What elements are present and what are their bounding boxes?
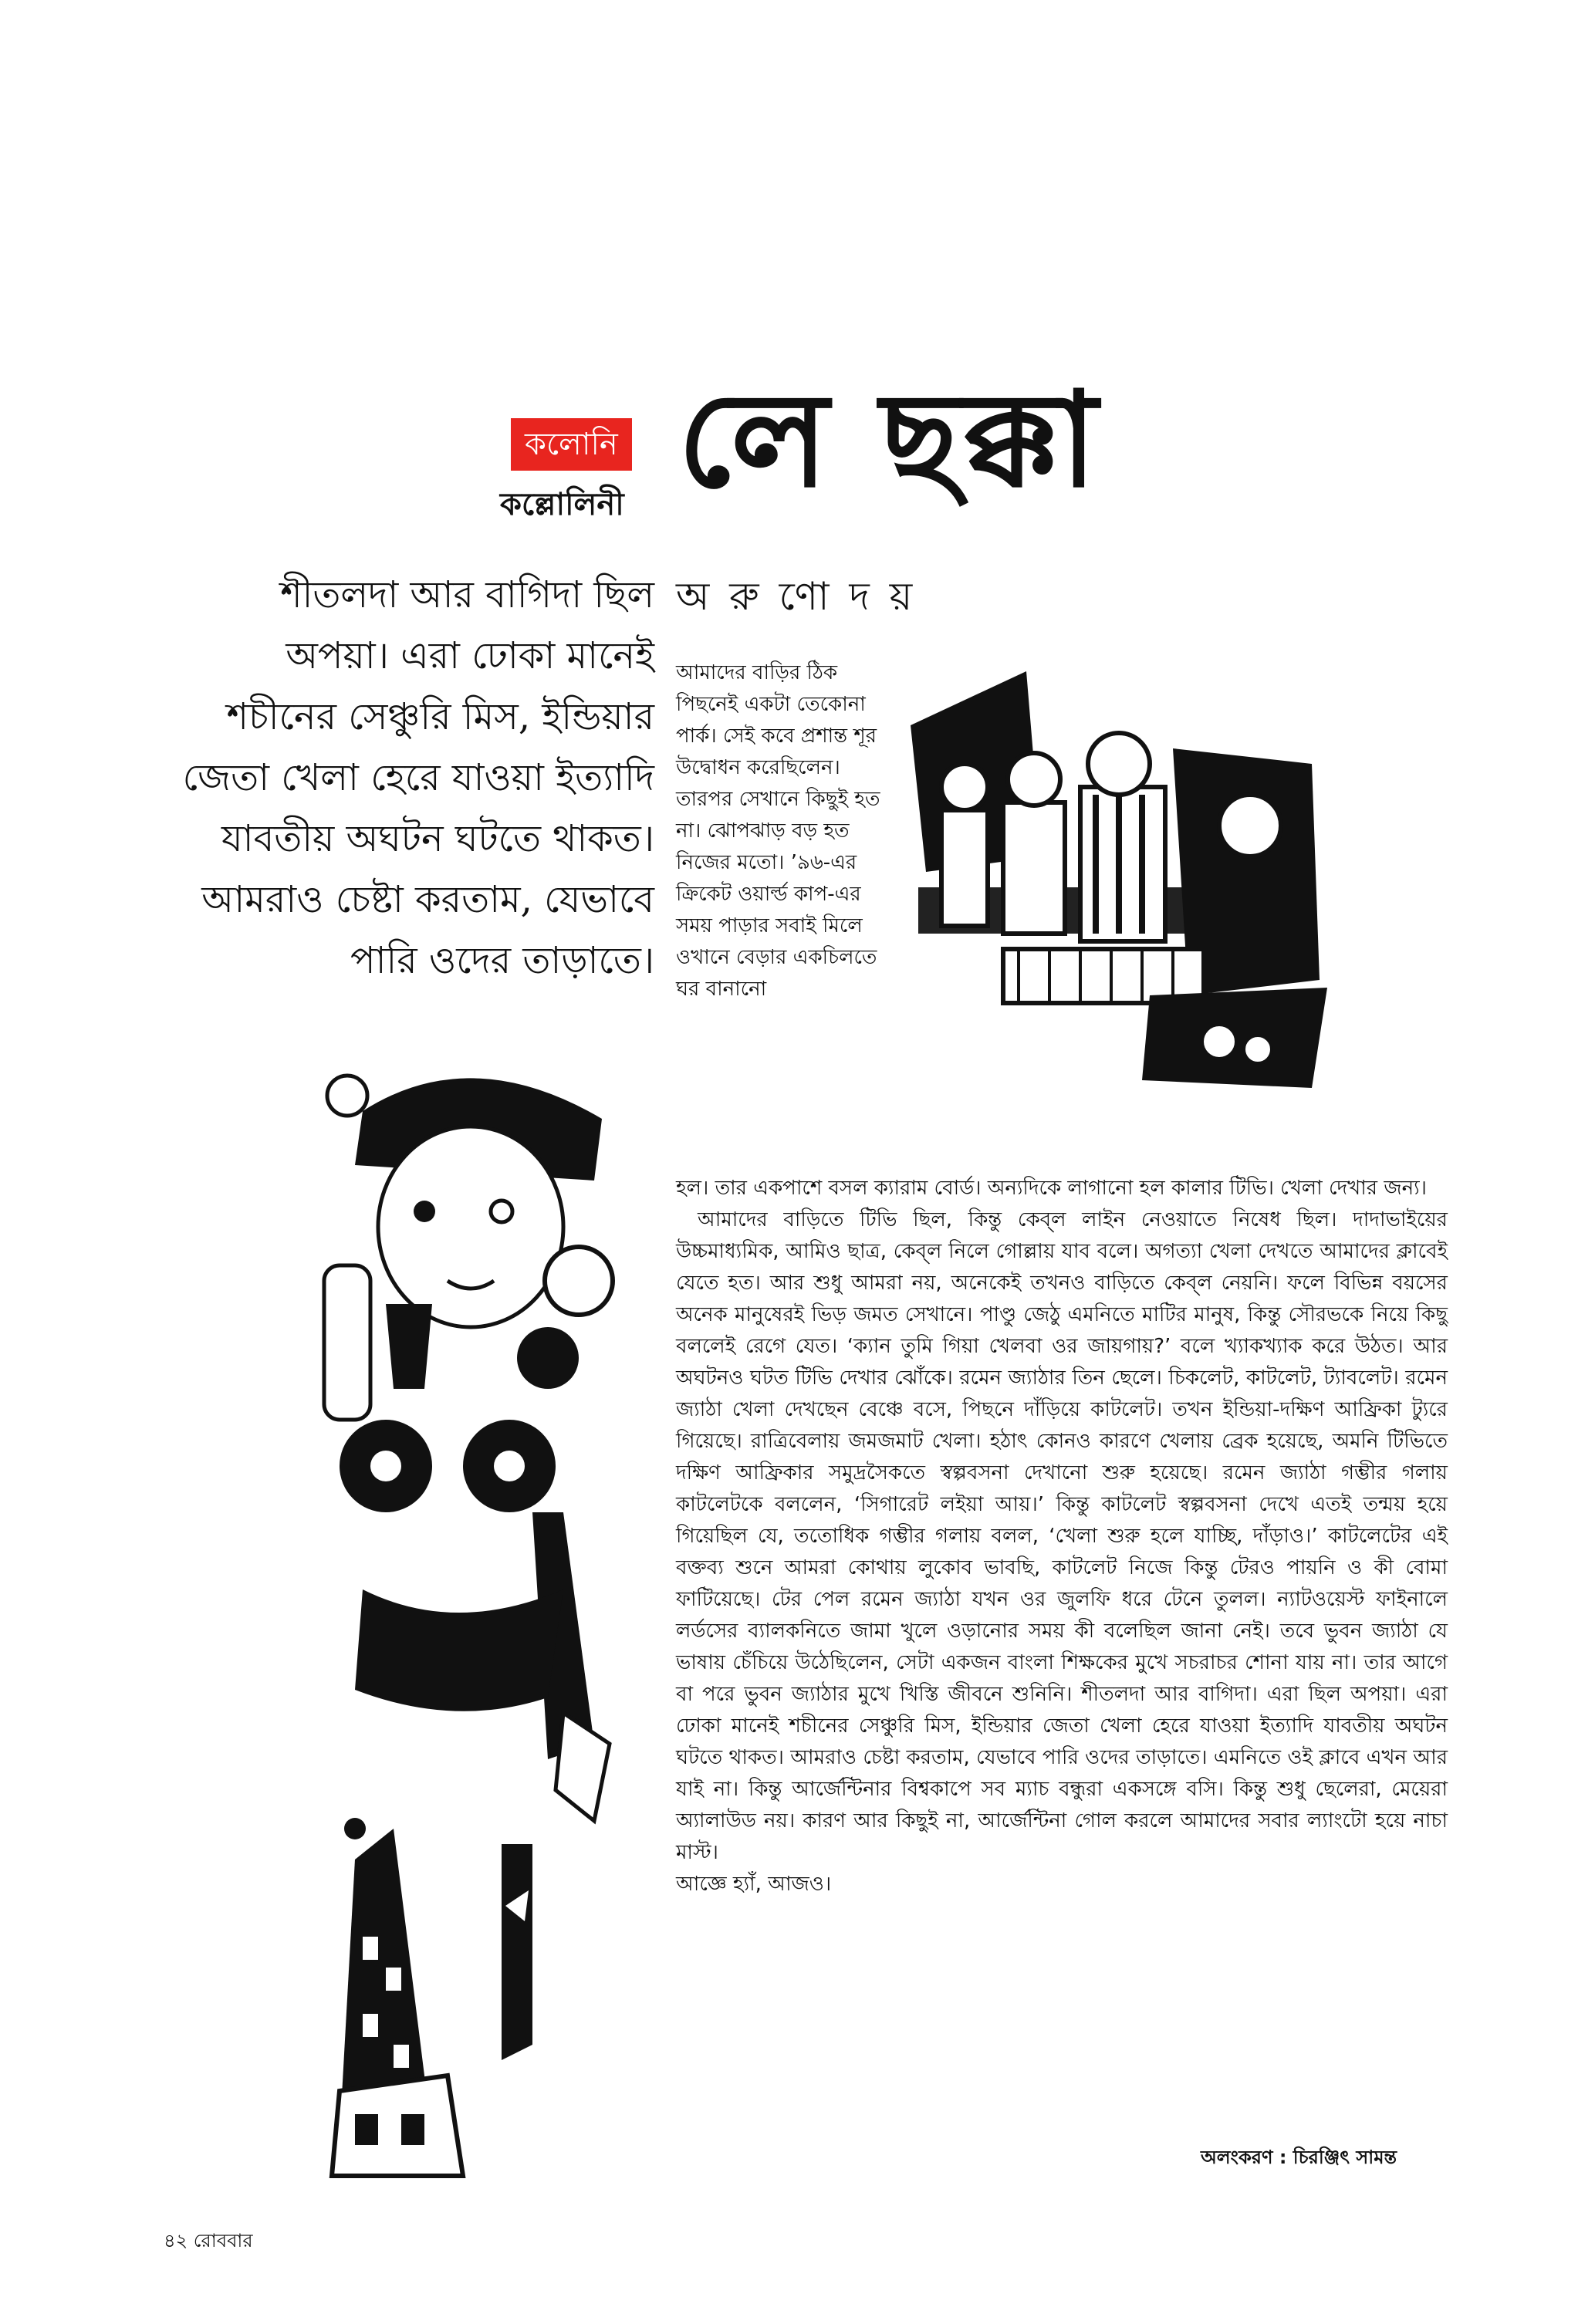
- pull-quote: শীতলদা আর বাগিদা ছিল অপয়া। এরা ঢোকা মানেই শচীনের সেঞ্চুরি মিস, ইন্ডিয়ার জেতা খেলা হেরে যাওয়া ইত্যাদি যাবতীয় অঘটন ঘটতে থাকত। আমরাও চেষ্টা করতাম, যেভাবে পারি ওদের তাড়াতে।: [182, 573, 654, 982]
- article-title: লে ছক্কা: [678, 364, 1101, 517]
- cricket-viewers-illustration: [895, 656, 1327, 1088]
- city-buildings-illustration: [309, 1813, 540, 2184]
- page-folio: ৪২ রোববার: [164, 2230, 253, 2251]
- body-paragraph-1: হল। তার একপাশে বসল ক্যারাম বোর্ড। অন্যদিকে লাগানো হল কালার টিভি। খেলা দেখার জন্য।: [676, 1177, 1427, 1200]
- author-byline: অরুণোদয়: [676, 574, 933, 619]
- beach-woman-illustration: [270, 1049, 656, 1836]
- illustration-credit: অলংকরণ : চিরঞ্জিৎ সামন্ত: [1201, 2147, 1397, 2168]
- article-body: [676, 1173, 1448, 1900]
- intro-text: আমাদের বাড়ির ঠিক পিছনেই একটা তেকোনা পার্ক। সেই কবে প্রশান্ত শূর উদ্বোধন করেছিলেন। তারপর সেখানে কিছুই হত না। ঝোপঝাড় বড় হত নিজের মতো। ’৯৬-এর ক্রিকেট ওয়ার্ল্ড কাপ-এর সময় পাড়ার সবাই মিলে ওখানে বেড়ার একচিলতে ঘর বানানো: [676, 661, 880, 1001]
- section-tag: কলোনি: [511, 418, 632, 471]
- body-paragraph-2: আমাদের বাড়িতে টিভি ছিল, কিন্তু কেব্‌ল লাইন নেওয়াতে নিষেধ ছিল। দাদাভাইয়ের উচ্চমাধ্যমিক, আমিও ছাত্র, কেব্‌ল নিলে গোল্লায় যাব বলে। অগত্যা খেলা দেখতে আমাদের ক্লাবেই যেতে হত। আর শুধু আমরা নয়, অনেকেই তখনও বাড়িতে কেব্‌ল নেয়নি। ফলে বিভিন্ন বয়সের অনেক মানুষেরই ভিড় জমত সেখানে। পাণ্ডু জেঠু এমনিতে মাটির মানুষ, কিন্তু সৌরভকে নিয়ে কিছু বললেই রেগে যেত। ‘ক্যান তুমি গিয়া খেলবা ওর জায়গায়?’ বলে খ্যাকখ্যাক করে উঠত। আর অঘটনও ঘটত টিভি দেখার ঝোঁকে। রমেন জ্যাঠার তিন ছেলে। চিকলেট, কাটলেট, ট্যাবলেট। রমেন জ্যাঠা খেলা দেখছেন বেঞ্চে বসে, পিছনে দাঁড়িয়ে কাটলেট। তখন ইন্ডিয়া-দক্ষিণ আফ্রিকা ট্যুরে গিয়েছে। রাত্রিবেলায় জমজমাট খেলা। হঠাৎ কোনও কারণে খেলায় ব্রেক হয়েছে, অমনি টিভিতে দক্ষিণ আফ্রিকার সমুদ্রসৈকতে স্বল্পবসনা দেখানো শুরু হয়েছে। রমেন জ্যাঠা গম্ভীর গলায় কাটলেটকে বললেন, ‘সিগারেট লইয়া আয়।’ কিন্তু কাটলেট স্বল্পবসনা দেখে এতই তন্ময় হয়ে গিয়েছিল যে, ততোধিক গম্ভীর গলায় বলল, ‘খেলা শুরু হলে যাচ্ছি, দাঁড়াও।’ কাটলেটের এই বক্তব্য শুনে আমরা কোথায় লুকোব ভাবছি, কাটলেট নিজে কিন্তু টেরও পায়নি ও কী বোমা ফাটিয়েছে। টের পেল রমেন জ্যাঠা যখন ওর জুলফি ধরে টেনে তুলল। ন্যাটওয়েস্ট ফাইনালে লর্ডসের ব্যালকনিতে জামা খুলে ওড়ানোর সময় কী বলেছিল জানা নেই। তবে ভুবন জ্যাঠা যে ভাষায় চেঁচিয়ে উঠেছিলেন, সেটা একজন বাংলা শিক্ষকের মুখে সচরাচর শোনা যায় না। তার আগে বা পরে ভুবন জ্যাঠার মুখে খিস্তি জীবনে শুনিনি। শীতলদা আর বাগিদা। এরা ছিল অপয়া। এরা ঢোকা মানেই শচীনের সেঞ্চুরি মিস, ইন্ডিয়ার জেতা খেলা হেরে যাওয়া ইত্যাদি যাবতীয় অঘটন ঘটতে থাকত। আমরাও চেষ্টা করতাম, যেভাবে পারি ওদের তাড়াতে। এমনিতে ওই ক্লাবে এখন আর যাই না। কিন্তু আর্জেন্টিনার বিশ্বকাপে সব ম্যাচ বন্ধুরা একসঙ্গে বসি। কিন্তু শুধু ছেলেরা, মেয়েরা অ্যালাউড নয়। কারণ আর কিছুই না, আর্জেন্টিনা গোল করলে আমাদের সবার ল্যাংটো হয়ে নাচা মাস্ট।: [676, 1208, 1448, 1864]
- body-paragraph-3: আজ্ঞে হ্যাঁ, আজও।: [676, 1873, 832, 1896]
- section-name: কল্লোলিনী: [500, 487, 624, 522]
